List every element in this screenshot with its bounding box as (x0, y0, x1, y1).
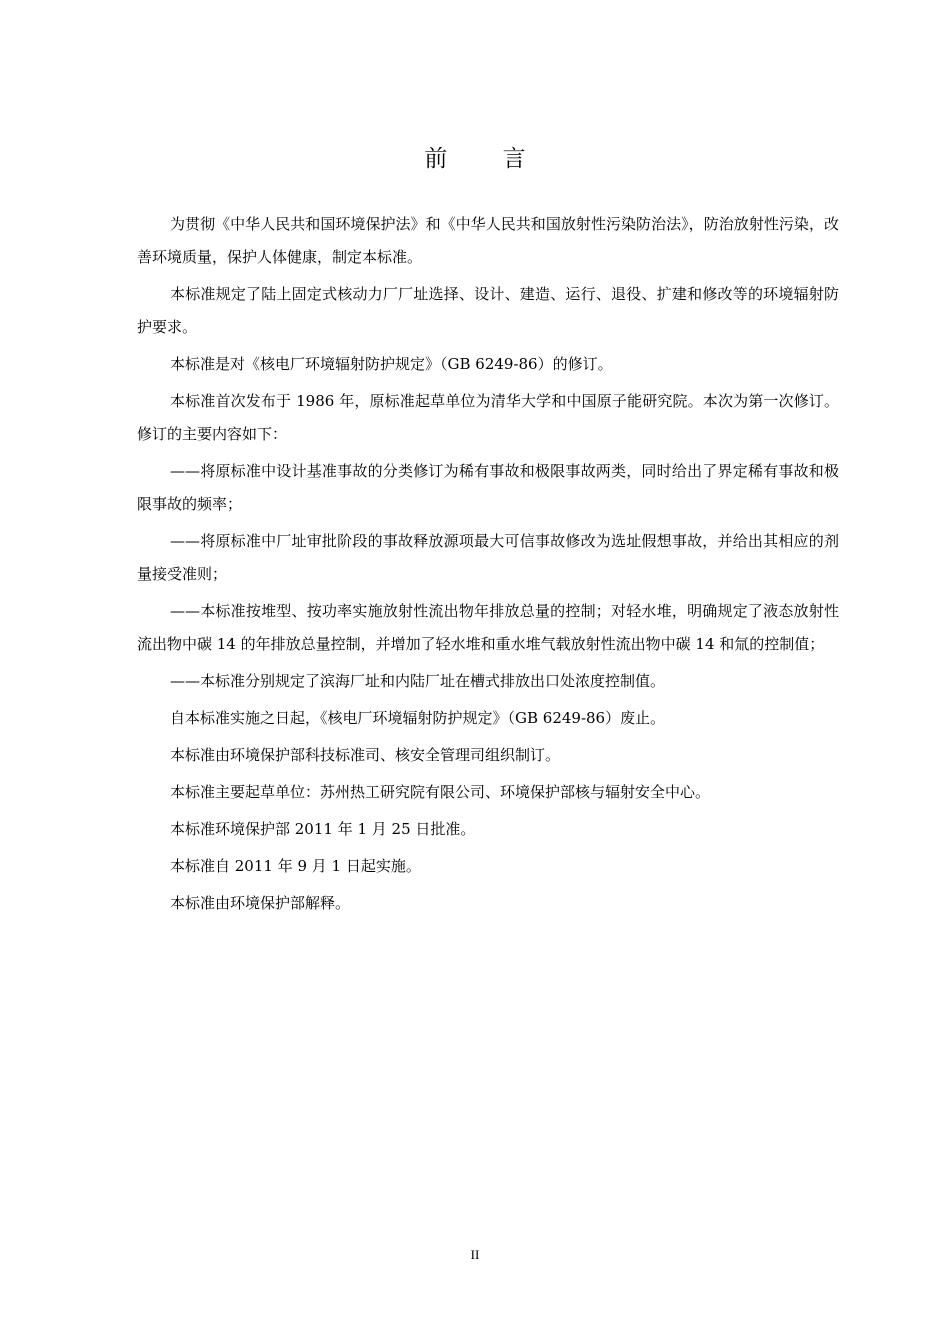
paragraph-purpose: 为贯彻《中华人民共和国环境保护法》和《中华人民共和国放射性污染防治法》，防治放射性污染，改善环境质量，保护人体健康，制定本标准。 (137, 215, 839, 266)
paragraph-abolition: 自本标准实施之日起，《核电厂环境辐射防护规定》（GB 6249-86）废止。 (170, 709, 666, 727)
paragraph-change-4: ——本标准分别规定了滨海厂址和内陆厂址在槽式排放出口处浓度控制值。 (170, 672, 666, 690)
paragraph-approval-date: 本标准环境保护部 2011 年 1 月 25 日批准。 (170, 820, 476, 838)
page-title: 前 言 (424, 146, 550, 172)
paragraph-change-3: ——本标准按堆型、按功率实施放射性流出物年排放总量的控制；对轻水堆，明确规定了液态放射性流出物中碳 14 的年排放总量控制，并增加了轻水堆和重水堆气载放射性流出物中碳 14 和氚的控制值； (137, 602, 839, 653)
paragraph-interpretation: 本标准由环境保护部解释。 (170, 894, 351, 912)
paragraph-drafters: 本标准主要起草单位：苏州热工研究院有限公司、环境保护部核与辐射安全中心。 (170, 783, 711, 801)
paragraph-effective-date: 本标准自 2011 年 9 月 1 日起实施。 (170, 857, 421, 875)
paragraph-change-2: ——将原标准中厂址审批阶段的事故释放源项最大可信事故修改为选址假想事故，并给出其相应的剂量接受准则； (137, 532, 839, 583)
paragraph-scope: 本标准规定了陆上固定式核动力厂厂址选择、设计、建造、运行、退役、扩建和修改等的环境辐射防护要求。 (137, 285, 839, 336)
paragraph-revision-of: 本标准是对《核电厂环境辐射防护规定》（GB 6249-86）的修订。 (170, 355, 613, 373)
preface-body (137, 208, 839, 924)
paragraph-history: 本标准首次发布于 1986 年，原标准起草单位为清华大学和中国原子能研究院。本次为第一次修订。修订的主要内容如下： (137, 392, 839, 443)
paragraph-change-1: ——将原标准中设计基准事故的分类修订为稀有事故和极限事故两类，同时给出了界定稀有事故和极限事故的频率； (137, 462, 839, 513)
paragraph-organizer: 本标准由环境保护部科技标准司、核安全管理司组织制订。 (170, 746, 561, 764)
page-number: II (470, 1247, 480, 1262)
